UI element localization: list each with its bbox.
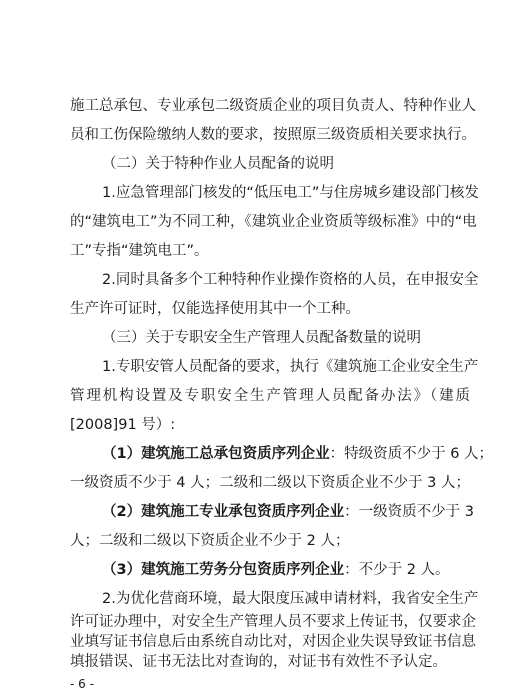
section-heading: （三）关于专职安全生产管理人员配备数量的说明 xyxy=(102,330,421,346)
list-item-label: （3）建筑施工劳务分包资质序列企业 xyxy=(102,562,345,578)
page-number: - 6 - xyxy=(70,677,94,691)
list-item-text: ：不少于 2 人。 xyxy=(344,562,450,578)
list-item xyxy=(102,444,494,464)
paragraph-line: 生产许可证时，仅能选择使用其中一个工种。 xyxy=(70,301,360,317)
paragraph-line: 业填写证书信息后由系统自动比对，对因企业失误导致证书信息 xyxy=(70,634,476,650)
list-item-label: （1）建筑施工总承包资质序列企业 xyxy=(102,446,330,462)
section-heading: （二）关于特种作业人员配备的说明 xyxy=(102,156,334,172)
paragraph-line: 人；二级和二级以下资质企业不少于 2 人； xyxy=(70,533,350,549)
paragraph-line: 工”专指“建筑电工”。 xyxy=(70,243,209,259)
list-item xyxy=(102,502,474,522)
paragraph-line: [2008]91 号）: xyxy=(70,417,176,433)
paragraph-line: 填报错误、证书无法比对查询的，对证书有效性不予认定。 xyxy=(70,654,447,670)
paragraph-line: 1.专职安管人员配备的要求，执行《建筑施工企业安全生产 xyxy=(102,359,479,375)
paragraph-line: 1.应急管理部门核发的“低压电工”与住房城乡建设部门核发 xyxy=(102,185,479,201)
paragraph-line: 的“建筑电工”为不同工种，《建筑业企业资质等级标准》中的“电 xyxy=(70,214,477,230)
list-item-label: （2）建筑施工专业承包资质序列企业 xyxy=(102,504,345,520)
paragraph-line: 一级资质不少于 4 人；二级和二级以下资质企业不少于 3 人； xyxy=(70,475,470,491)
paragraph-line: 施工总承包、专业承包二级资质企业的项目负责人、特种作业人 xyxy=(70,98,476,114)
list-item-text: ：特级资质不少于 6 人； xyxy=(329,446,494,462)
paragraph-line: 2.同时具备多个工种特种作业操作资格的人员，在申报安全 xyxy=(102,272,479,288)
paragraph-line: 2.为优化营商环境，最大限度压减申请材料，我省安全生产 xyxy=(102,591,479,607)
paragraph-line: 许可证办理中，对安全生产管理人员不要求上传证书，仅要求企 xyxy=(70,614,476,630)
list-item xyxy=(102,560,470,580)
paragraph-line: 员和工伤保险缴纳人数的要求，按照原三级资质相关要求执行。 xyxy=(70,127,476,143)
paragraph-line: 管理机构设置及专职安全生产管理人员配备办法》（建质 xyxy=(70,388,470,404)
list-item-text: ：一级资质不少于 3 xyxy=(344,504,474,520)
